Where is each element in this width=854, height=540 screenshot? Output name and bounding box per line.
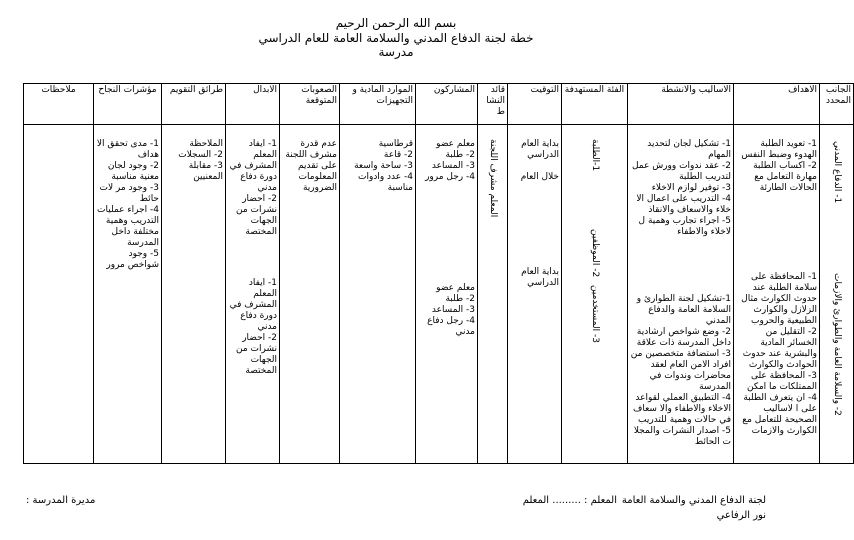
plan-table bbox=[23, 83, 854, 464]
leader-teacher: المعلم مشرف اللجنة bbox=[488, 139, 498, 218]
target-staff: 3- المستخدمين bbox=[590, 285, 600, 344]
col-target-header: الفئة المستهدفة bbox=[562, 84, 628, 125]
aspect-cell bbox=[820, 125, 854, 464]
timing-block-1: بداية العام الدراسي خلال العام bbox=[520, 139, 559, 182]
timing-cell bbox=[508, 125, 562, 464]
col-methods-header: الاساليب والانشطة bbox=[628, 84, 734, 125]
aspect-civil-defense: 1- الدفاع المدني bbox=[832, 141, 842, 204]
alternatives-block-2: 1- ايفاد المعلم المشرف في دورة دفاع مدني 2- احضار نشرات من الجهات المختصة bbox=[229, 278, 277, 376]
resources-cell bbox=[340, 125, 416, 464]
col-difficulties-header: الصعوبات المتوقعة bbox=[280, 84, 340, 125]
header-basmala: بسم الله الرحمن الرحيم bbox=[335, 16, 457, 30]
target-students: 1-الطلبة bbox=[590, 139, 600, 172]
col-goals-header: الاهداف bbox=[734, 84, 820, 125]
school-label: مدرسة bbox=[378, 45, 414, 59]
participants-block-2: معلم عضو 2- طلبة 3- المساعد 4- رجل دفاع مدني bbox=[427, 283, 475, 337]
col-aspect-header: الجانب المحدد bbox=[820, 84, 854, 125]
target-employees: 2- الموظفين bbox=[590, 229, 600, 278]
participants-block-1: معلم عضو 2- طلبة 3- المساعد 4- رجل مرور bbox=[425, 139, 475, 182]
goals-block-2: 1- المحافظة على سلامة الطلبة عند حدوث الكوارث مثال الزلازل والكوارث الطبيعية والحروب 2- التقليل من الخسائر المادية والبشرية عند حدوث الحوادث والكوارث 3- المحافظة على الممتلكات ما امكن 4- ان يتعرف الطلبة على ا لاساليب الصحيحة للتعامل مع الكوارث والازمات bbox=[741, 272, 817, 436]
col-participants-header: المشاركون bbox=[416, 84, 478, 125]
col-evaluation-header: طرائق التقويم bbox=[162, 84, 226, 125]
col-notes-header: ملاحظات bbox=[24, 84, 94, 125]
methods-block-1: 1- تشكيل لجان لتحديد المهام 2- عقد ندوات وورش عمل لتدريب الطلبة 3- توفير لوازم الاخلاء 4- التدريب على اعمال الا خلاء والاسعاف والانقاذ 5- اجراء تجارب وهمية ل لاخلاء والاطفاء bbox=[631, 139, 731, 237]
evaluation-block: الملاحظة 2- السجلات 3- مقابلة المعنيين bbox=[178, 139, 223, 182]
col-alternatives-header: الابدال bbox=[226, 84, 280, 125]
footer-principal: مديرة المدرسة : bbox=[26, 495, 96, 506]
participants-cell bbox=[416, 125, 478, 464]
alternatives-cell bbox=[226, 125, 280, 464]
footer-name: نور الرفاعي bbox=[716, 510, 766, 521]
evaluation-cell bbox=[162, 125, 226, 464]
col-timing-header: التوقيت bbox=[508, 84, 562, 125]
target-cell bbox=[562, 125, 628, 464]
alternatives-block-1: 1- ايفاد المعلم المشرف في دورة دفاع مدني 2- احضار نشرات من الجهات المختصة bbox=[229, 139, 277, 237]
timing-block-2: بداية العام الدراسي bbox=[521, 267, 559, 288]
plan-title: خطة لجنة الدفاع المدني والسلامة العامة للعام الدراسي bbox=[258, 31, 534, 45]
resources-block: قرطاسية 2- قاعة 3- ساحة واسعة 4- عدد وادوات مناسبة bbox=[354, 139, 413, 193]
footer-committee: لجنة الدفاع المدني والسلامة العامة bbox=[621, 495, 766, 506]
indicators-cell bbox=[94, 125, 162, 464]
col-leader-header: قائد النشاط bbox=[478, 84, 508, 125]
goals-cell bbox=[734, 125, 820, 464]
methods-cell bbox=[628, 125, 734, 464]
difficulties-cell bbox=[280, 125, 340, 464]
col-indicators-header: مؤشرات النجاح bbox=[94, 84, 162, 125]
leader-cell bbox=[478, 125, 508, 464]
notes-cell bbox=[24, 125, 94, 464]
methods-block-2: 1-تشكيل لجنة الطوارئ و السلامة العامة والدفاع المدني 2- وضع شواخص ارشادية داخل المدرسة ذات علاقة 3- استضافة متخصصين من افراد الامن العام لعقد محاضرات وندوات في المدرسة 4- التطبيق العملي لقواعد الاخلاء والاطفاء والا سعاف في حالات وهمية للتدريب 5- اصدار النشرات والمجلا ت الحائط bbox=[630, 294, 731, 447]
indicators-block: 1- مدى تحقق الا هداف 2- وجود لجان معنية مناسبة 3- وجود مر لات حائط 4- اجراء عمليات التدريب وهمية مختلفة داخل المدرسة 5- وجود شواخص مرور bbox=[96, 139, 159, 270]
goals-block-1: 1- تعويد الطلبة الهدوء وضبط النفس 2- اكساب الطلبة مهارة التعامل مع الحالات الطارئة bbox=[741, 139, 817, 193]
footer-teacher: المعلم : ......... المعلم bbox=[522, 495, 617, 506]
plan-body-row bbox=[24, 125, 854, 464]
aspect-safety-emergency: 2- والسلامة العامة والطوارئ والازمات bbox=[832, 273, 842, 417]
difficulties-block: عدم قدرة مشرف اللجنة على تقديم المعلومات الضرورية bbox=[285, 139, 337, 193]
col-resources-header: الموارد المادية و التجهيزات bbox=[340, 84, 416, 125]
header-row bbox=[24, 84, 854, 125]
